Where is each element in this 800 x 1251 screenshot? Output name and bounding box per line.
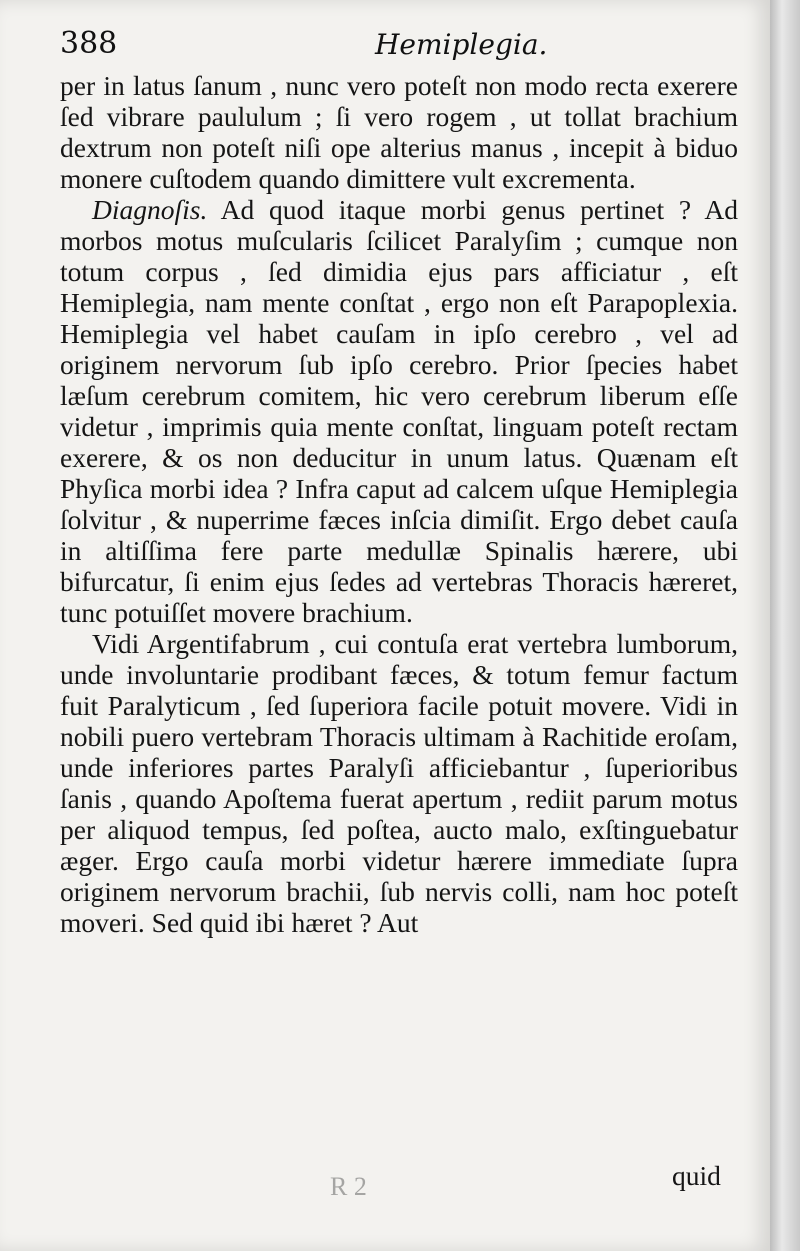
- paragraph-text: Vidi Argentifabrum , cui contuſa erat vertebra lumborum, unde involuntarie prodibant fæces, & totum femur factum fuit Paralyticum , ſed ſuperiora facile potuit movere. Vidi in nobili puero vertebram Thoracis ultimam à Rachitide eroſam, unde inferiores partes Paralyſi afficiebantur , ſuperioribus ſanis , quando Apoſtema fuerat apertum , rediit parum motus per aliquod tempus, ſed poſtea, aucto malo, exſtinguebatur æger. Ergo cauſa morbi videtur hærere immediate ſupra originem nervorum brachii, ſub nervis colli, nam hoc poteſt moveri. Sed quid ibi hæret ? Aut: [60, 628, 738, 938]
- paragraph-lead: Diagnoſis.: [92, 194, 208, 225]
- signature-mark: R 2: [330, 1172, 367, 1201]
- page-edge: [770, 0, 800, 1251]
- catchword: quid: [672, 1160, 721, 1191]
- body-text: [60, 70, 738, 938]
- page-number: 388: [60, 26, 118, 61]
- paragraph-diagnosis: [60, 194, 738, 628]
- paragraph-text: per in latus ſanum , nunc vero poteſt non modo recta exerere ſed vibrare paululum ; ſi vero rogem , ut tollat brachium dextrum non poteſt niſi ope alterius manus , incepit à biduo monere cuſtodem quando dimittere vult excrementa.: [60, 70, 738, 194]
- page-header: [60, 26, 740, 66]
- paragraph-text: Ad quod itaque morbi genus pertinet ? Ad morbos motus muſcularis ſcilicet Paralyſim ; cumque non totum corpus , ſed dimidia ejus pars afficiatur , eſt Hemiplegia, nam mente conſtat , ergo non eſt Parapoplexia. Hemiplegia vel habet cauſam in ipſo cerebro , vel ad originem nervorum ſub ipſo cerebro. Prior ſpecies habet læſum cerebrum comitem, hic vero cerebrum liberum eſſe videtur , imprimis quia mente conſtat, linguam poteſt rectam exerere, & os non deducitur in unum latus. Quænam eſt Phyſica morbi idea ? Infra caput ad calcem uſque Hemiplegia ſolvitur , & nuperrime fæces inſcia dimiſit. Ergo debet cauſa in altiſſima fere parte medullæ Spinalis hærere, ubi bifurcatur, ſi enim ejus ſedes ad vertebras Thoracis hæreret, tunc potuiſſet movere brachium.: [60, 194, 738, 628]
- paragraph-case-report: [60, 628, 738, 938]
- paragraph-continued: [60, 70, 738, 194]
- running-title: Hemiplegia.: [375, 28, 548, 61]
